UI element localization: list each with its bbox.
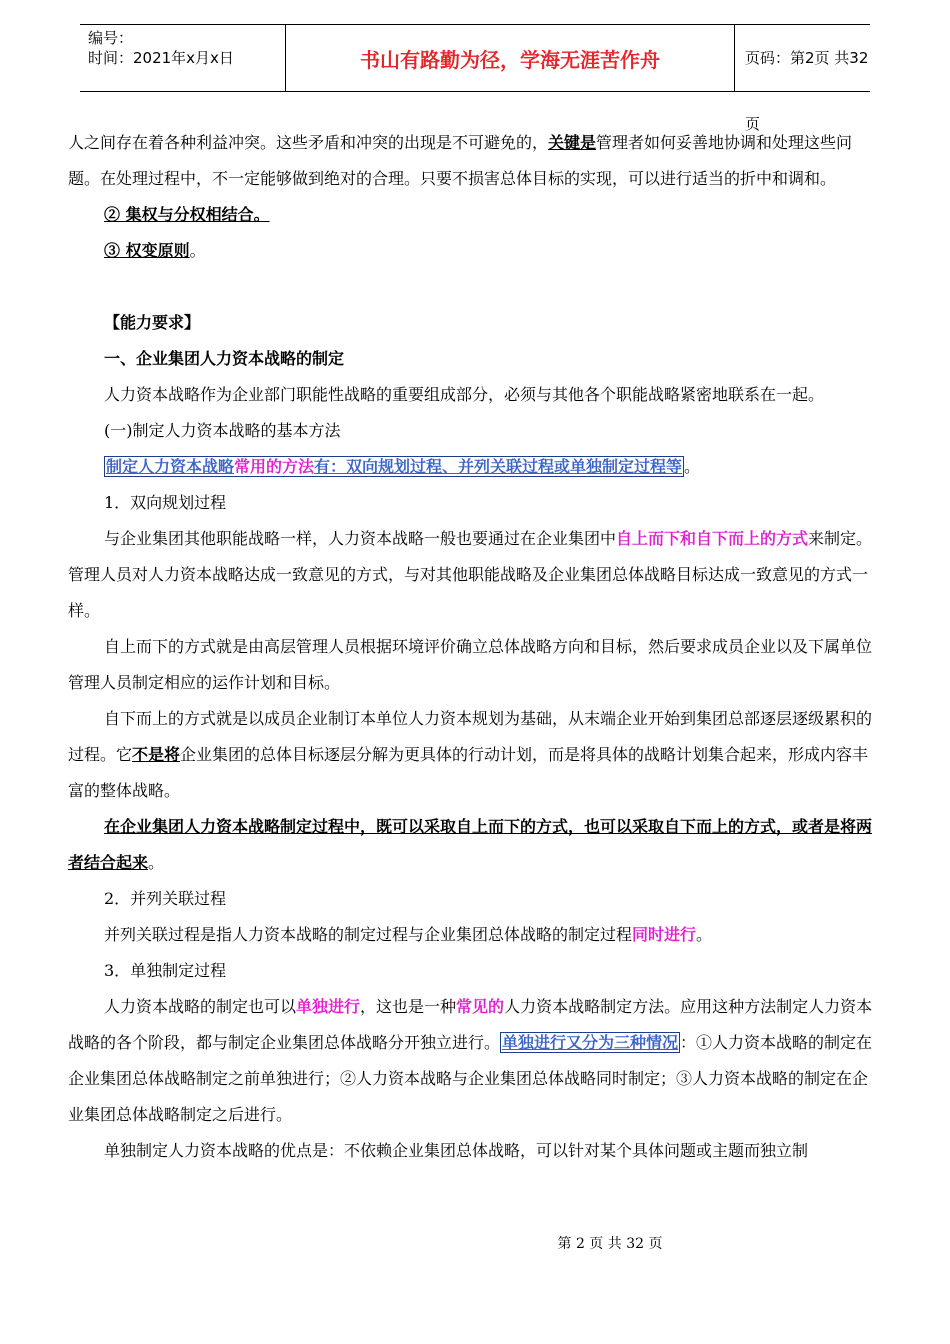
paragraph-advantages: 单独制定人力资本战略的优点是：不依赖企业集团总体战略，可以针对某个具体问题或主题而独立制 [104,1141,809,1160]
key-emphasis: 关键是 [548,133,597,152]
header-page-info: 页码：第2页 共32页 [745,49,869,133]
paragraph-top-down: 自上而下的方式就是由高层管理人员根据环境评价确立总体战略方向和目标，然后要求成员企业以及下属单位管理人员制定相应的运作计划和目标。 [68,637,873,692]
page-header [80,24,870,133]
three-cases-box: 单独进行又分为三种情况 [502,1033,679,1052]
paragraph-two-way: 与企业集团其他职能战略一样，人力资本战略一般也要通过在企业集团中自上而下和自下而上的方式来制定。管理人员对人力资本战略达成一致意见的方式，与对其他职能战略及企业集团总体战略目标达成一致意见的方式一样。 [68,529,873,620]
paragraph-conflicts: 人之间存在着各种利益冲突。这些矛盾和冲突的出现是不可避免的，关键是管理者如何妥善地协调和处理这些问题。在处理过程中，不一定能够做到绝对的合理。只要不损害总体目标的实现，可以进行适当的折中和调和。 [68,133,853,188]
header-motto-cell [285,25,735,91]
section-heading-1: 一、企业集团人力资本战略的制定 [104,349,345,368]
heading-independent: 3．单独制定过程 [104,961,227,980]
paragraph-bottom-up: 自下而上的方式就是以成员企业制订本单位人力资本规划为基础，从末端企业开始到集团总部逐层逐级累积的过程。它不是将企业集团的总体目标逐层分解为更具体的行动计划，而是将具体的战略计划集合起来，形成内容丰富的整体战略。 [68,709,873,800]
number-label: 编号： [88,29,134,47]
page-footer [0,1233,950,1253]
item-centralization: ② 集权与分权相结合。 [104,205,270,224]
spacer [68,269,883,305]
paragraph-parallel: 并列关联过程是指人力资本战略的制定过程与企业集团总体战略的制定过程同时进行。 [104,925,713,944]
paragraph-hr-strategy: 人力资本战略作为企业部门职能性战略的重要组成部分，必须与其他各个职能战略紧密地联系在一起。 [104,385,825,404]
item-contingency: ③ 权变原则。 [104,241,206,260]
header-motto: 书山有路勤为径，学海无涯苦作舟 [360,48,660,72]
methods-box: 制定人力资本战略常用的方法有：双向规划过程、并列关联过程或单独制定过程等 [106,457,683,476]
subheading-methods: (一)制定人力资本战略的基本方法 [104,421,341,440]
paragraph-methods: 制定人力资本战略常用的方法有：双向规划过程、并列关联过程或单独制定过程等 。 [106,457,701,476]
heading-two-way: 1．双向规划过程 [104,493,227,512]
paragraph-independent: 人力资本战略的制定也可以单独进行，这也是一种常见的人力资本战略制定方法。应用这种方法制定人力资本战略的各个阶段，都与制定企业集团总体战略分开独立进行。 单独进行又分为三种情况 ：①人力资本战略的制定在企业集团总体战略制定之前单独进行；②人力资本战略与企业集团总体战略同时制定；③人力资本战略的制定在企业集团总体战略制定之后进行。 [68,997,873,1124]
ability-heading: 【能力要求】 [104,313,201,332]
footer-page-number: 第 2 页 共 32 页 [557,1236,663,1252]
time-label: 时间：2021年x月x日 [88,49,234,67]
heading-parallel: 2．并列关联过程 [104,889,227,908]
document-body [68,125,883,1169]
header-meta [80,25,285,91]
paragraph-combination: 在企业集团人力资本战略制定过程中，既可以采取自上而下的方式，也可以采取自下而上的方式，或者是将两者结合起来。 [68,817,873,872]
